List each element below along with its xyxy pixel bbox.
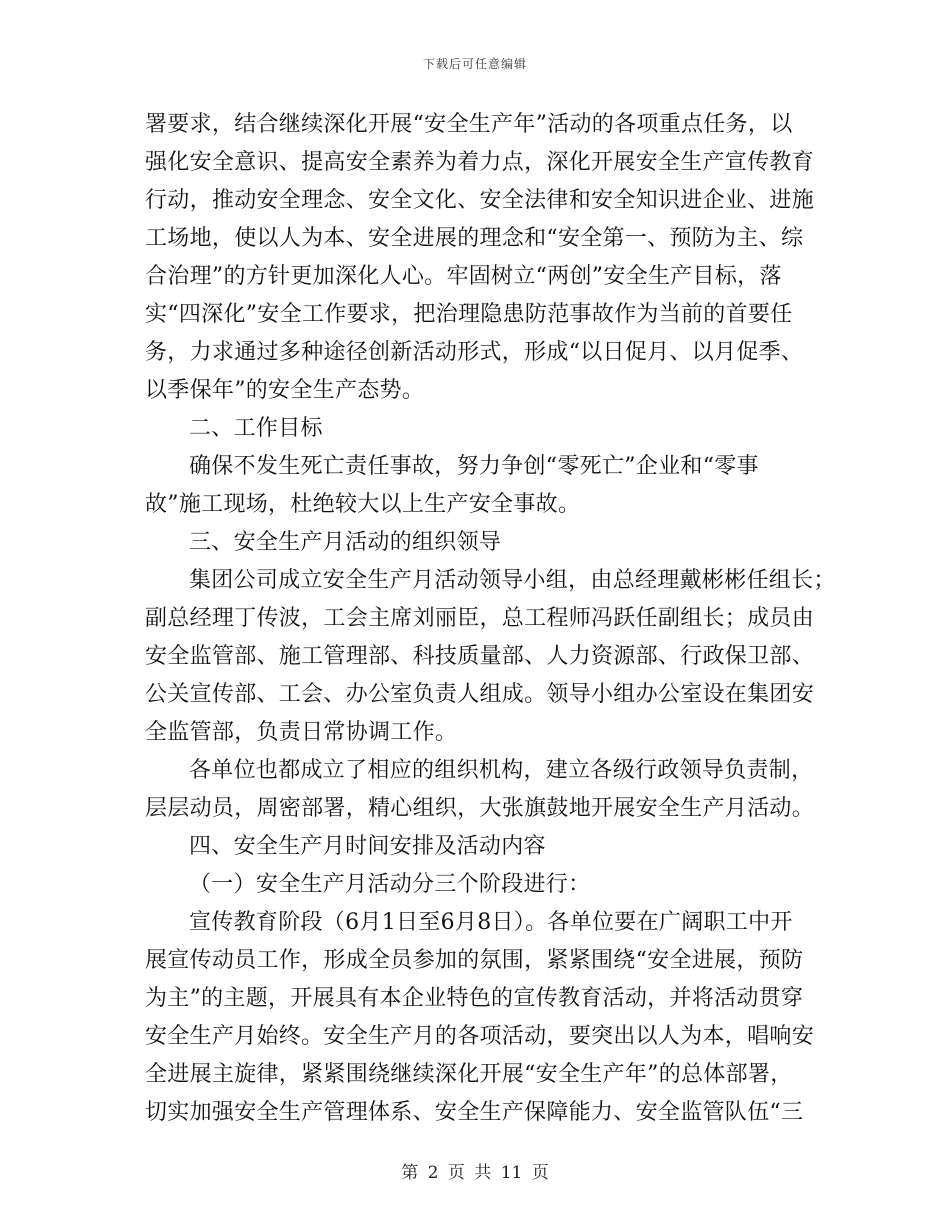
text-line: 务，力求通过多种途径创新活动形式，形成“以日促月、以月促季、 — [145, 340, 804, 365]
text-line: 以季保年”的安全生产态势。 — [145, 378, 425, 403]
text-line: 确保不发生死亡责任事故，努力争创“零死亡”企业和“零事 — [189, 454, 759, 479]
text-line: 为主”的主题，开展具有本企业特色的宣传教育活动，并将活动贯穿 — [145, 986, 804, 1011]
text-line: 安全监管部、施工管理部、科技质量部、人力资源部、行政保卫部、 — [145, 644, 815, 669]
text-line: 工场地，使以人为本、安全进展的理念和“安全第一、预防为主、综 — [145, 226, 804, 251]
subsection-heading: （一）安全生产月活动分三个阶段进行： — [189, 872, 591, 897]
document-body — [145, 106, 836, 1132]
text-line: 故”施工现场，杜绝较大以上生产安全事故。 — [145, 492, 581, 517]
page-header: 下载后可任意编辑 — [422, 57, 527, 71]
text-line: 副总经理丁传波，工会主席刘丽臣，总工程师冯跃任副组长；成员由 — [145, 606, 815, 631]
section-heading: 四、安全生产月时间安排及活动内容 — [189, 834, 546, 859]
text-line: 公关宣传部、工会、办公室负责人组成。领导小组办公室设在集团安 — [145, 682, 815, 707]
text-line: 展宣传动员工作，形成全员参加的氛围，紧紧围绕“安全进展，预防 — [145, 948, 804, 973]
text-line: 署要求，结合继续深化开展“安全生产年”活动的各项重点任务，以 — [145, 112, 793, 137]
text-line: 强化安全意识、提高安全素养为着力点，深化开展安全生产宣传教育 — [145, 150, 815, 175]
text-line: 全监管部，负责日常协调工作。 — [145, 720, 458, 745]
text-line: 全进展主旋律，紧紧围绕继续深化开展“安全生产年”的总体部署， — [145, 1062, 793, 1087]
text-line: 安全生产月始终。安全生产月的各项活动，要突出以人为本，唱响安 — [145, 1024, 815, 1049]
text-line: 切实加强安全生产管理体系、安全生产保障能力、安全监管队伍“三 — [145, 1100, 804, 1125]
text-line: 层层动员，周密部署，精心组织，大张旗鼓地开展安全生产月活动。 — [145, 796, 815, 821]
section-heading: 二、工作目标 — [189, 416, 323, 441]
text-line: 合治理”的方针更加深化人心。牢固树立“两创”安全生产目标，落 — [145, 264, 782, 289]
text-line: 行动，推动安全理念、安全文化、安全法律和安全知识进企业、进施 — [145, 188, 815, 213]
text-line: 宣传教育阶段（6月1日至6月8日）。各单位要在广阔职工中开 — [189, 910, 793, 935]
text-line: 实“四深化”安全工作要求，把治理隐患防范事故作为当前的首要任 — [145, 302, 793, 327]
text-line: 集团公司成立安全生产月活动领导小组，由总经理戴彬彬任组长； — [189, 568, 836, 593]
text-line: 各单位也都成立了相应的组织机构，建立各级行政领导负责制， — [189, 758, 814, 783]
section-heading: 三、安全生产月活动的组织领导 — [189, 530, 502, 555]
page-footer: 第 2 页 共 11 页 — [401, 1163, 549, 1183]
